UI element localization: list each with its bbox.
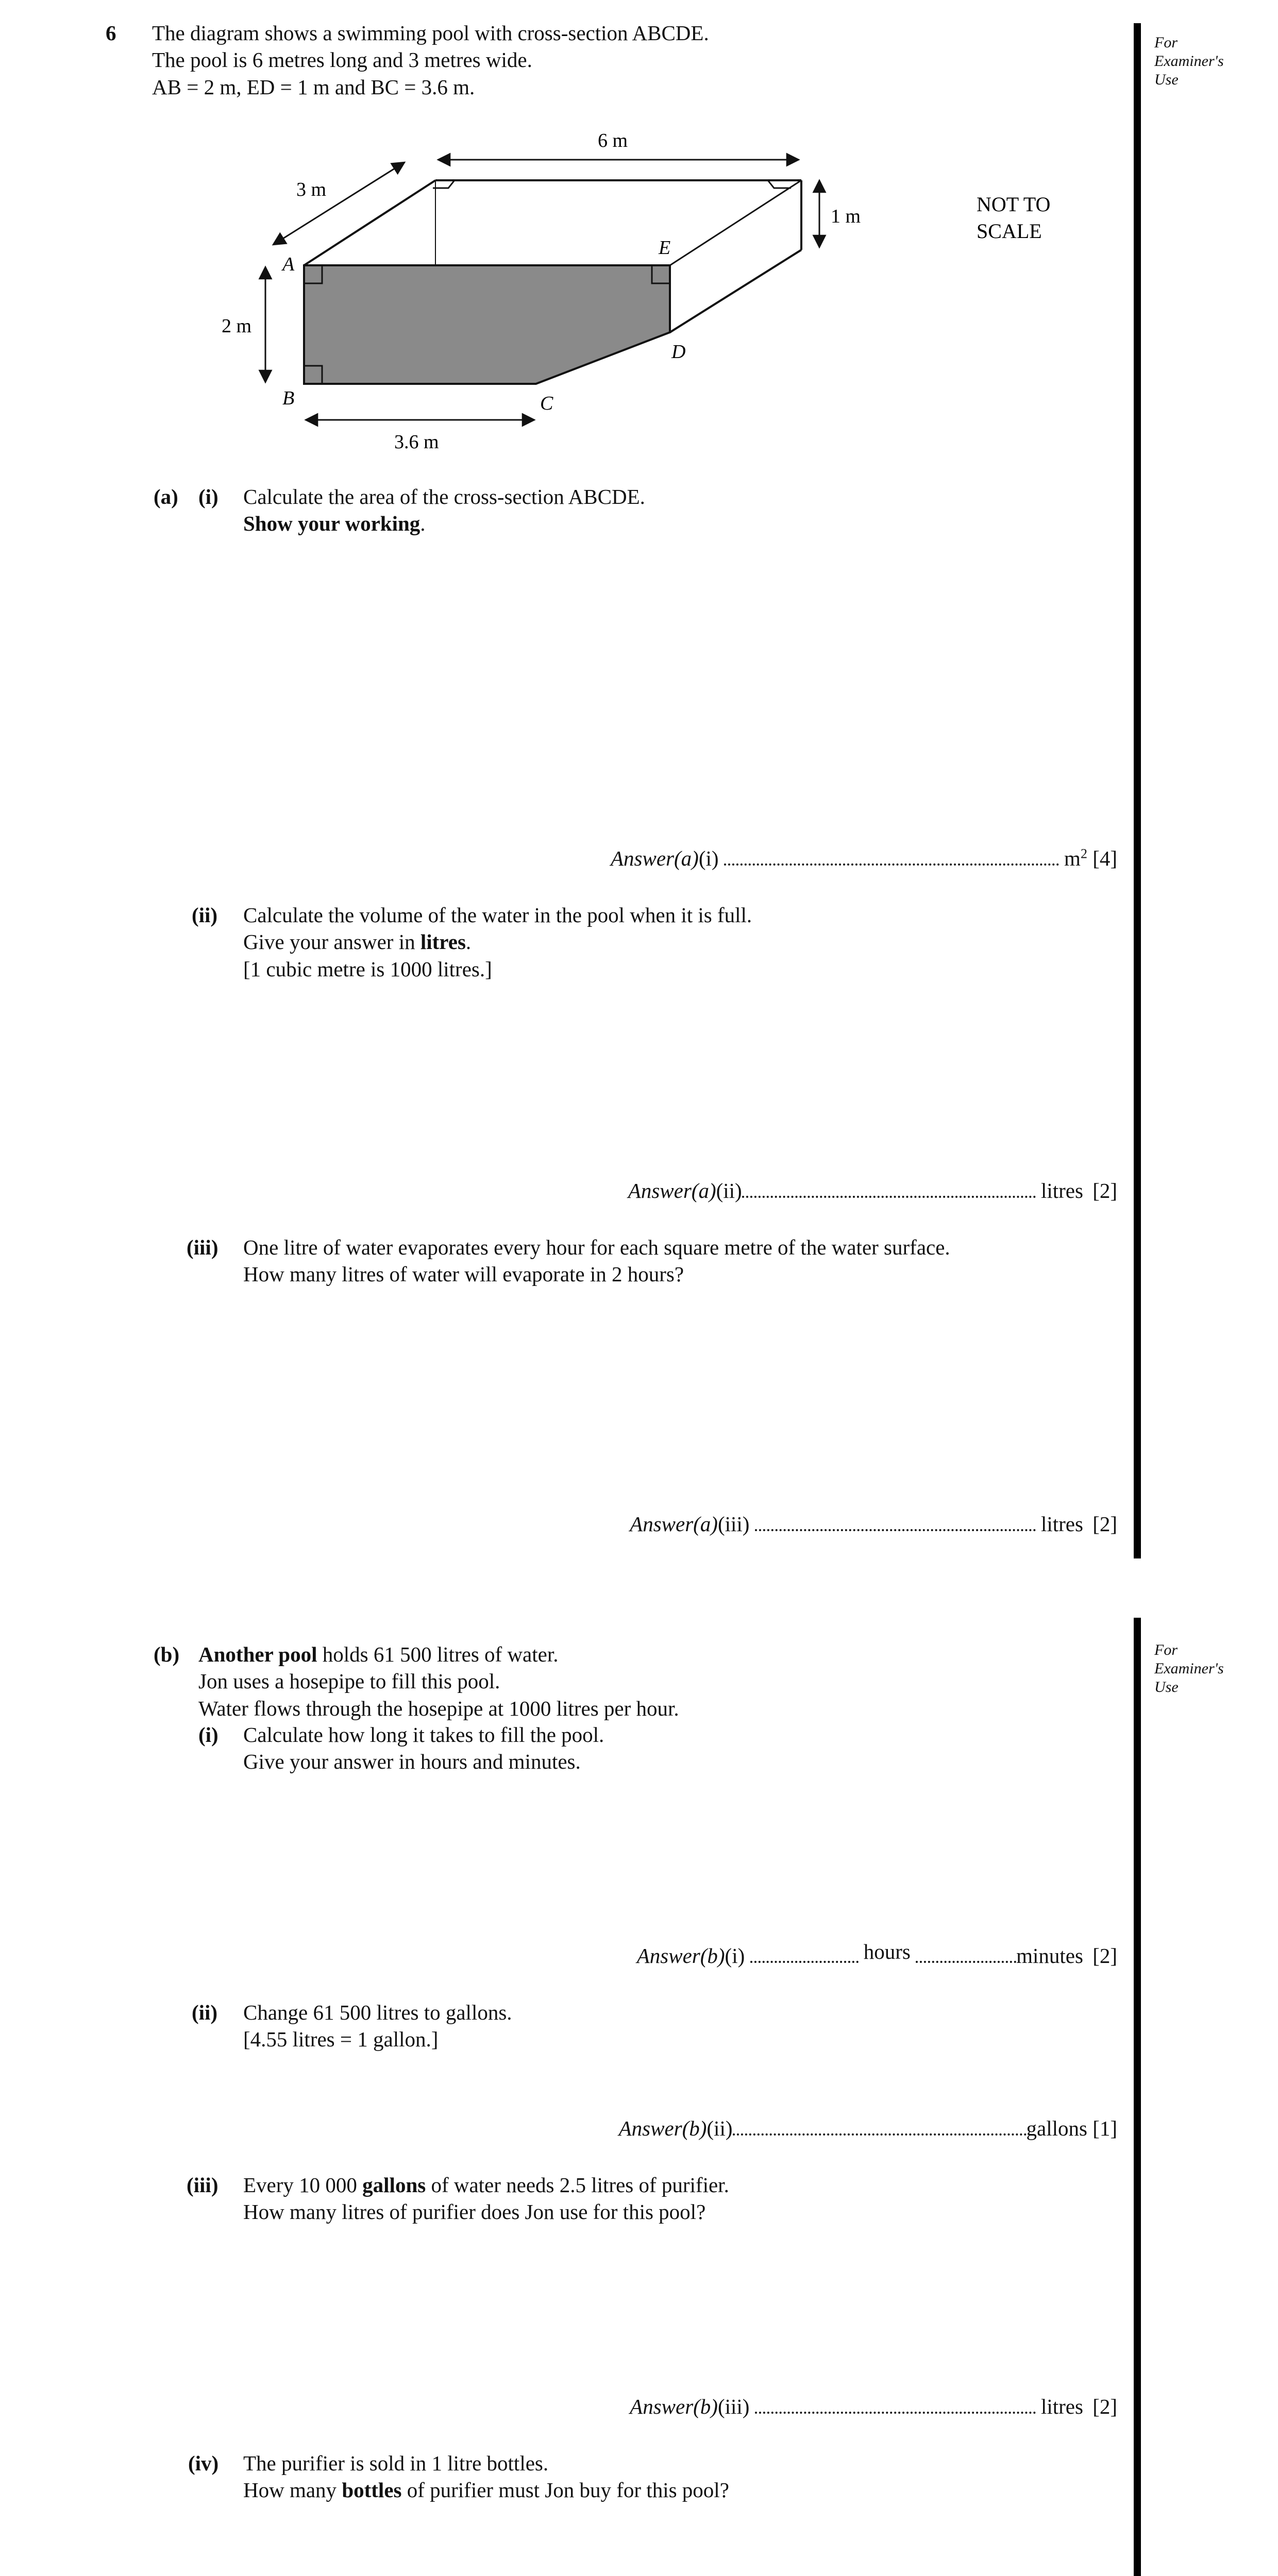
examiner-use-word: For [1154,34,1178,51]
cross-section-abcde [304,265,670,384]
pool-edge [670,250,801,332]
part-a-ii-line-2-pre: Give your answer in [243,930,421,954]
answer-label: Answer(a) [630,1512,718,1536]
examiner-use-word: Use [1154,1679,1179,1696]
intro-line-3: AB = 2 m, ED = 1 m and BC = 3.6 m. [152,75,475,99]
part-b-iv-line-2 [243,2477,729,2503]
part-b-iii-text [243,2172,729,2226]
answer-b-i-minutes-field[interactable] [916,1946,1016,1963]
examiner-use-word: Examiner's [1154,1660,1224,1677]
examiner-use-word: Use [1154,71,1179,88]
answer-sub: (iii) [717,1512,750,1536]
shallow-depth-label: 1 m [831,206,861,227]
answer-unit: gallons [1026,2116,1087,2140]
length-label: 6 m [598,130,628,151]
part-b-iii-label: (iii) [187,2173,218,2197]
part-b-i-line-1: Calculate how long it takes to fill the pool. [243,1723,604,1747]
answer-sub: (ii) [716,1179,742,1202]
answer-marks: [2] [1092,1944,1117,1968]
bc-label: 3.6 m [394,431,439,453]
part-b-i-line-2: Give your answer in hours and minutes. [243,1750,581,1774]
part-a-ii-line-2: Give your answer in litres. [243,930,472,954]
litres-bold: litres [420,930,466,954]
answer-label: Answer(a) [611,846,699,870]
answer-label: Answer(a) [628,1179,716,1202]
part-a-ii-line-3: [1 cubic metre is 1000 litres.] [243,957,492,981]
part-a-iii-line-1: One litre of water evaporates every hour for each square metre of the water surface. [243,1235,950,1259]
answer-marks: [2] [1092,1512,1117,1536]
bottles-bold: bottles [342,2478,402,2502]
answer-sub: (i) [725,1944,745,1968]
part-b-intro-rest: holds 61 500 litres of water. [317,1642,559,1666]
question-number: 6 [106,21,116,45]
answer-unit: litres [1040,1179,1083,1202]
part-b-label: (b) [154,1642,180,1666]
part-b-iii-line-1 [243,2172,729,2198]
answer-b-ii [619,2115,1117,2142]
answer-sub: (iii) [717,2395,750,2418]
part-b-intro-3: Water flows through the hosepipe at 1000 litres per hour. [198,1696,679,1720]
vertex-b: B [282,387,295,409]
answer-a-iii [630,1511,1117,1537]
answer-unit: m [1064,846,1081,870]
answer-unit-sup: 2 [1080,846,1087,861]
answer-a-ii [628,1177,1117,1204]
part-a-ii-line-1: Calculate the volume of the water in the pool when it is full. [243,903,752,927]
not-to-scale-1: NOT TO [977,193,1051,216]
width-label: 3 m [296,179,327,200]
examiner-use-label-bottom [1154,1641,1273,1697]
right-angle-mark [768,180,791,188]
part-a-i-label: (i) [198,485,218,509]
answer-sub: (ii) [707,2116,733,2140]
not-to-scale-2: SCALE [977,219,1042,243]
part-b-iii-line-2: How many litres of purifier does Jon use for this pool? [243,2200,706,2224]
part-b-ii-label: (ii) [192,2001,218,2024]
examiner-margin-line-bottom [1134,1618,1141,2576]
answer-marks: [1] [1092,2116,1117,2140]
deep-depth-label: 2 m [222,315,252,337]
part-a-iii-label: (iii) [187,1235,218,1259]
vertex-d: D [671,341,686,363]
answer-a-ii-field[interactable] [742,1181,1036,1198]
intro-line-2: The pool is 6 metres long and 3 metres wide. [152,48,532,72]
vertex-e: E [659,237,671,259]
part-b-iv-text [243,2450,729,2504]
answer-a-i [611,845,1117,872]
part-b-iv-line-2-post: of purifier must Jon buy for this pool? [401,2478,729,2502]
part-b-ii-line-2: [4.55 litres = 1 gallon.] [243,2027,439,2052]
width-arrow [273,162,405,245]
gallons-bold: gallons [362,2173,426,2197]
pool-edge [670,180,801,265]
answer-unit: litres [1040,1512,1083,1536]
answer-label: Answer(b) [636,1944,725,1968]
part-b-iv-label: (iv) [188,2451,219,2475]
answer-a-iii-field[interactable] [755,1515,1036,1531]
part-b-iv-line-1: The purifier is sold in 1 litre bottles. [243,2451,549,2475]
answer-sub: (i) [698,846,719,870]
part-b-iv-line-2-pre: How many [243,2478,342,2502]
right-angle-mark [433,180,455,188]
examiner-use-word: For [1154,1641,1178,1658]
part-b-intro-1 [198,1641,679,1668]
pool-diagram [0,0,1134,474]
answer-label: Answer(b) [618,2116,707,2140]
part-b-intro-2: Jon uses a hosepipe to fill this pool. [198,1669,500,1693]
answer-marks: [2] [1092,2395,1117,2418]
part-b-intro [198,1641,679,1722]
part-a-iii-line-2: How many litres of water will evaporate in 2 hours? [243,1262,684,1286]
answer-unit: litres [1040,2395,1083,2418]
answer-b-i-hours-field[interactable] [750,1946,859,1963]
part-a-ii-text [243,902,752,982]
part-a-label: (a) [154,485,178,509]
part-a-i-working-line: Show your working. [243,512,426,536]
part-b-iii-line-1-pre: Every 10 000 [243,2173,363,2197]
answer-b-ii-field[interactable] [733,2119,1027,2136]
vertex-a: A [282,253,295,275]
part-a-ii-label: (ii) [192,903,218,927]
part-a-i-text [243,483,645,537]
intro-line-1: The diagram shows a swimming pool with cross-section ABCDE. [152,21,709,45]
part-a-i-question: Calculate the area of the cross-section ABCDE. [243,485,645,509]
answer-unit-minutes: minutes [1016,1944,1083,1968]
part-b-iii-line-1-post: of water needs 2.5 litres of purifier. [426,2173,729,2197]
vertex-c: C [540,393,553,414]
answer-b-iii-field[interactable] [755,2397,1036,2414]
examiner-margin-line-top [1134,23,1141,1558]
answer-b-i [637,1942,1117,1969]
answer-label: Answer(b) [630,2395,718,2418]
answer-unit-hours: hours [863,1940,911,1963]
answer-marks: [2] [1092,1179,1117,1202]
part-b-ii-text [243,1999,512,2053]
part-b-i-label: (i) [198,1723,218,1747]
part-b-i-text [243,1721,604,1775]
examiner-use-label-top [1154,33,1273,89]
answer-a-i-field[interactable] [724,849,1059,866]
part-b-ii-line-1: Change 61 500 litres to gallons. [243,2001,512,2024]
examiner-use-word: Examiner's [1154,53,1224,70]
another-pool-bold: Another pool [198,1642,317,1666]
show-working: Show your working [243,512,421,536]
answer-marks: [4] [1092,846,1117,870]
answer-b-iii [630,2393,1117,2420]
part-a-iii-text [243,1234,950,1288]
